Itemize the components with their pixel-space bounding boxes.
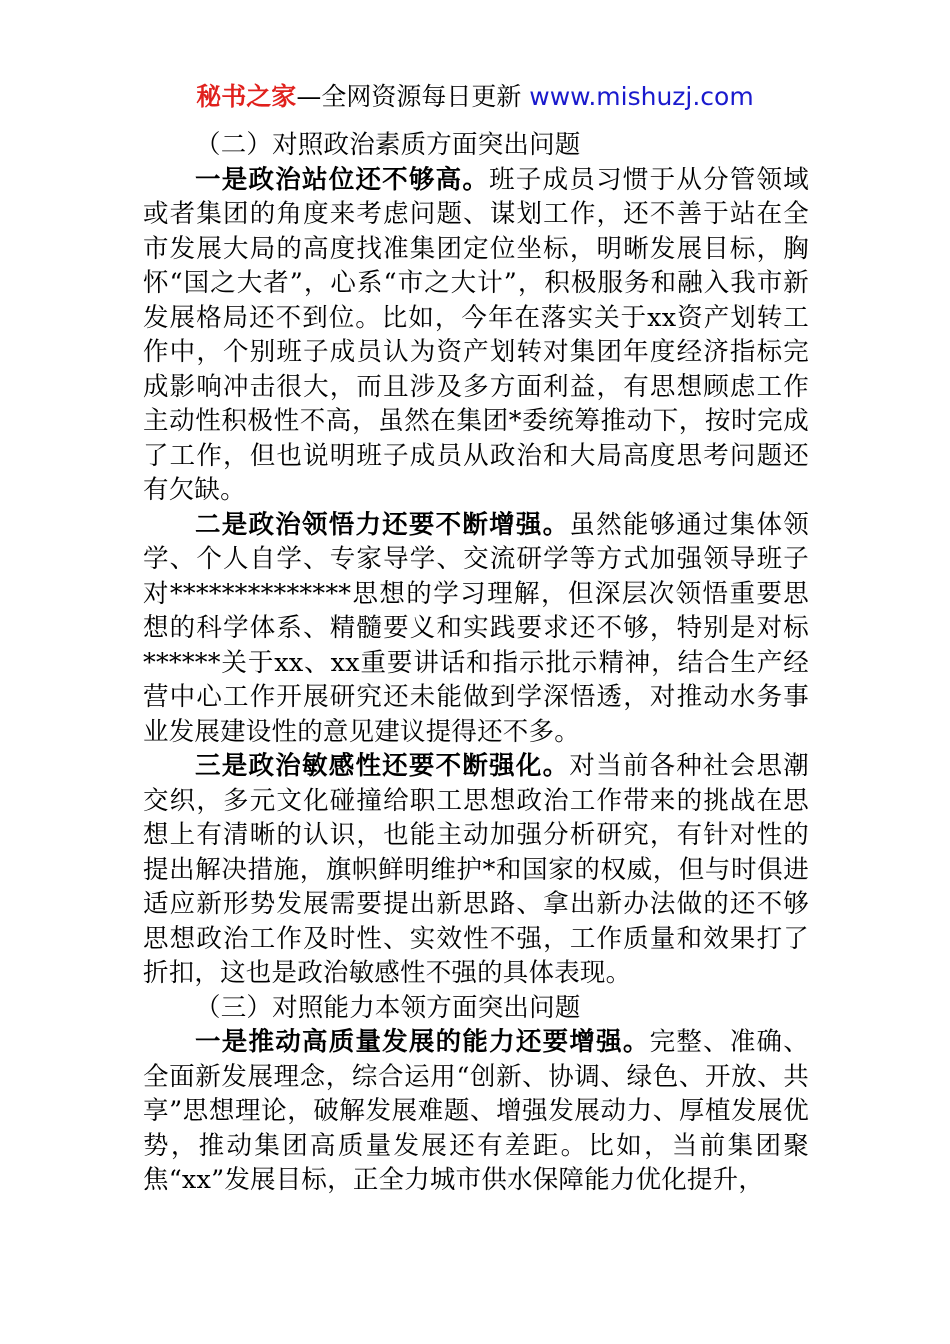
document-body (143, 128, 809, 1198)
paragraph-text: 班子成员习惯于从分管领域或者集团的角度来考虑问题、谋划工作，还不善于站在全市发展大局的高度找准集团定位坐标，明晰发展目标，胸怀“国之大者”，心系“市之大计”，积极服务和融入我市新发展格局还不到位。比如，今年在落实关于xx资产划转工作中，个别班子成员认为资产划转对集团年度经济指标完成影响冲击很大，而且涉及多方面利益，有思想顾虑工作主动性积极性不高，虽然在集团*委统筹推动下，按时完成了工作，但也说明班子成员从政治和大局高度思考问题还有欠缺。 (143, 164, 810, 505)
paragraph-political-sensitivity (143, 749, 809, 991)
brand-name: 秘书之家 (196, 82, 297, 111)
paragraph-text: 虽然能够通过集体领学、个人自学、专家导学、交流研学等方式加强领导班子对**************思想的学习理解，但深层次领悟重要思想的科学体系、精髓要义和实践要求还不够，特别是对标******关于xx、xx重要讲话和指示批示精神，结合生产经营中心工作开展研究还未能做到学深悟透，对推动水务事业发展建设性的意见建议提得还不多。 (143, 509, 809, 747)
paragraph-development-capability (143, 1025, 809, 1198)
paragraph-lead: 三是政治敏感性还要不断强化。 (195, 751, 570, 781)
paragraph-lead: 一是推动高质量发展的能力还要增强。 (195, 1027, 650, 1057)
paragraph-lead: 二是政治领悟力还要不断增强。 (195, 509, 570, 540)
section-title-capability: （三）对照能力本领方面突出问题 (195, 992, 581, 1023)
section-title-politics: （二）对照政治素质方面突出问题 (195, 130, 581, 160)
paragraph-text: 完整、准确、全面新发展理念，综合运用“创新、协调、绿色、开放、共享”思想理论，破解发展难题、增强发展动力、厚植发展优势，推动集团高质量发展还有差距。比如，当前集团聚焦“xx”发展目标，正全力城市供水保障能力优化提升， (143, 1027, 809, 1195)
header-slogan: —全网资源每日更新 (296, 82, 522, 111)
paragraph-political-stance (143, 163, 809, 508)
website-link[interactable]: www.mishuzj.com (529, 82, 754, 111)
paragraph-lead: 一是政治站位还不够高。 (195, 164, 490, 195)
page-header (0, 80, 950, 114)
paragraph-text: 对当前各种社会思潮交织，多元文化碰撞给职工思想政治工作带来的挑战在思想上有清晰的认识，也能主动加强分析研究，有针对性的提出解决措施，旗帜鲜明维护*和国家的权威，但与时俱进适应新形势发展需要提出新思路、拿出新办法做的还不够思想政治工作及时性、实效性不强，工作质量和效果打了折扣，这也是政治敏感性不强的具体表现。 (143, 751, 809, 988)
paragraph-political-understanding (143, 508, 809, 750)
